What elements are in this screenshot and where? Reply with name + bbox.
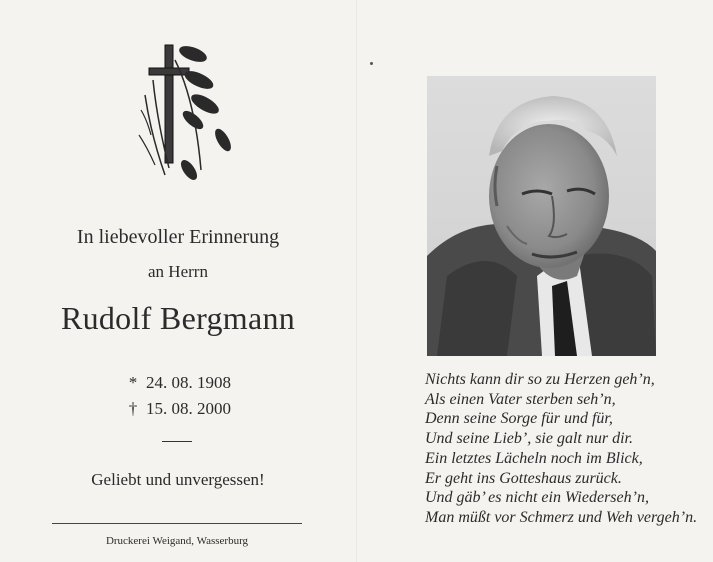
poem-line: Denn seine Sorge für und für, [425, 410, 613, 428]
poem-line: Man müßt vor Schmerz und Weh vergeh’n. [425, 508, 698, 526]
birth-row [128, 370, 231, 396]
memorial-poem [425, 370, 697, 528]
farewell-text: Geliebt und unvergessen! [91, 470, 265, 489]
death-symbol: † [128, 399, 138, 418]
paper-speck [370, 62, 373, 65]
poem-line: Und seine Lieb’, sie galt nur dir. [425, 430, 633, 448]
poem-line: Er geht ins Gotteshaus zurück. [425, 469, 622, 487]
deceased-name: Rudolf Bergmann [60, 300, 296, 336]
life-dates [128, 370, 231, 422]
cross-with-wheat-icon [135, 40, 245, 190]
poem-line: Nichts kann dir so zu Herzen geh’n, [425, 371, 655, 388]
footer-rule [52, 523, 302, 524]
separator-dash [162, 441, 192, 442]
poem-line: Und gäb’ es nicht ein Wiederseh’n, [425, 489, 649, 507]
salutation: an Herrn [148, 262, 208, 281]
poem-line: Ein letztes Lächeln noch im Blick, [425, 449, 643, 467]
death-date: 15. 08. 2000 [146, 399, 231, 418]
birth-date: 24. 08. 1908 [146, 373, 231, 392]
portrait-photo [427, 76, 656, 356]
birth-symbol: * [128, 373, 138, 392]
poem-line: Als einen Vater sterben seh’n, [425, 390, 616, 408]
death-row [128, 396, 231, 422]
card-fold [356, 0, 357, 562]
printer-credit: Druckerei Weigand, Wasserburg [105, 535, 249, 547]
remembrance-heading: In liebevoller Erinnerung [76, 226, 280, 248]
